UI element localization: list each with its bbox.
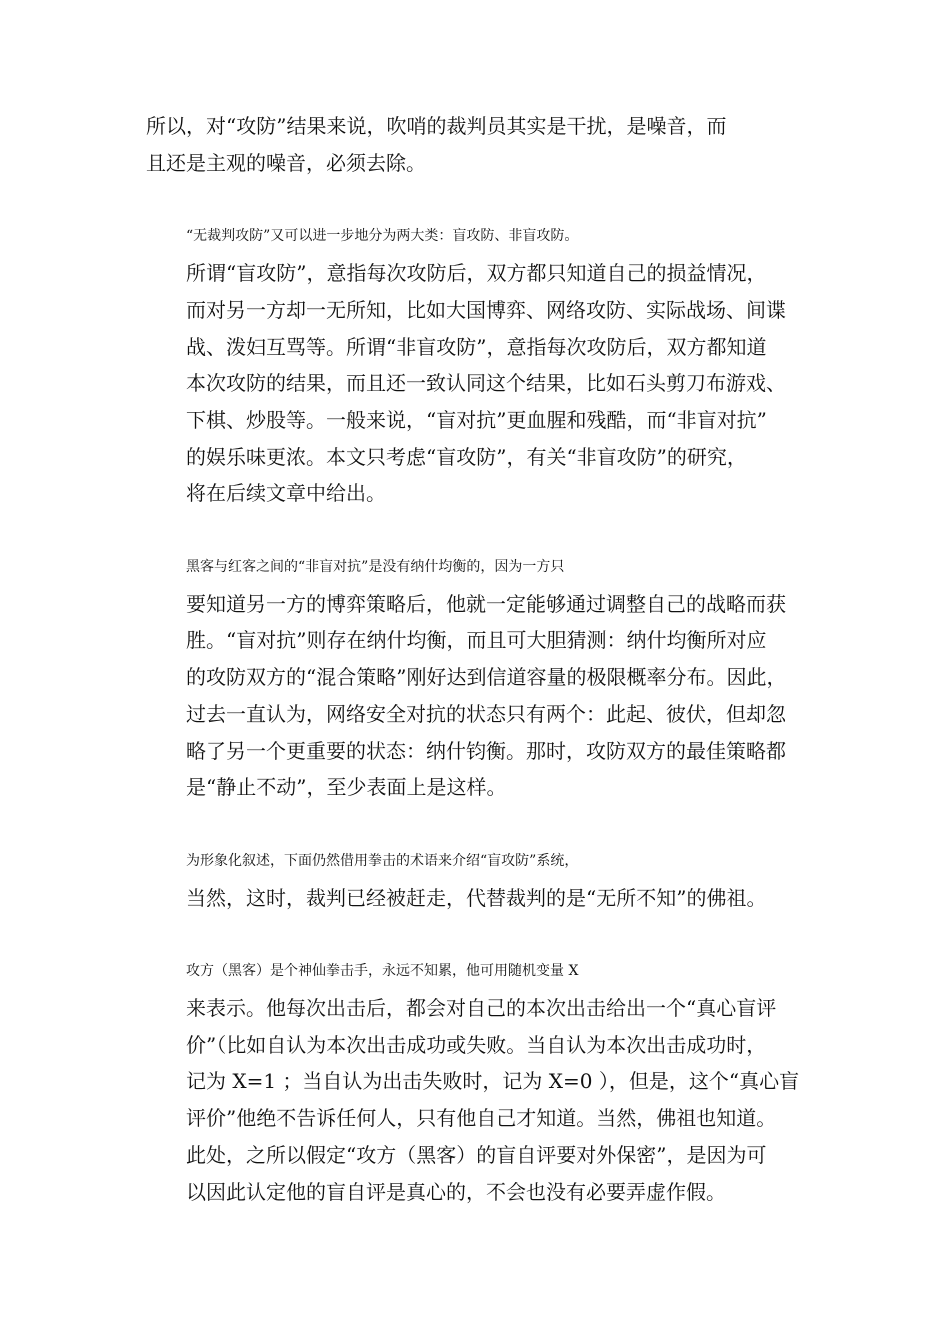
text-line: 且还是主观的噪音，必须去除。 [146, 150, 426, 175]
text-line: 黑客与红客之间的“非盲对抗”是没有纳什均衡的，因为一方只 [186, 559, 565, 576]
text-line: 所以，对“攻防”结果来说，吹哨的裁判员其实是干扰，是噪音，而 [146, 114, 727, 138]
document-body [146, 108, 826, 1247]
paragraph-3 [146, 549, 826, 806]
paragraph-5 [146, 953, 826, 1210]
text-line: 略了另一个更重要的状态：纳什钧衡。那时，攻防双方的最佳策略都 [186, 738, 786, 763]
text-line: 将在后续文章中给出。 [186, 481, 386, 506]
text-line: 本次攻防的结果，而且还一致认同这个结果，比如石头剪刀布游戏、 [186, 371, 786, 396]
text-line: 胜。“盲对抗”则存在纳什均衡，而且可大胆猜测：纳什均衡所对应 [186, 628, 767, 653]
text-line: 战、泼妇互骂等。所谓“非盲攻防”，意指每次攻防后，双方都知道 [186, 334, 767, 359]
text-line: 此处，之所以假定“攻方（黑客）的盲自评要对外保密”，是因为可 [186, 1142, 767, 1167]
text-line: 为形象化叙述，下面仍然借用拳击的术语来介绍“盲攻防”系统， [186, 852, 579, 869]
text-line: 要知道另一方的博弈策略后，他就一定能够通过调整自己的战略而获 [186, 591, 786, 616]
text-line: 记为 X=1 ；当自认为出击失败时，记为 X=0 ），但是，这个“真心盲 [186, 1069, 800, 1094]
text-line: 攻方（黑客）是个神仙拳击手，永远不知累，他可用随机变量 X [186, 963, 579, 980]
text-line: 而对另一方却一无所知，比如大国博弈、网络攻防、实际战场、间谍 [186, 297, 786, 322]
text-line: 下棋、炒股等。一般来说，“盲对抗”更血腥和残酷，而“非盲对抗” [186, 407, 767, 432]
paragraph-2 [146, 218, 826, 512]
text-line: 的娱乐味更浓。本文只考虑“盲攻防”，有关“非盲攻防”的研究， [186, 444, 747, 469]
text-line: 评价”他绝不告诉任何人，只有他自己才知道。当然，佛祖也知道。 [186, 1106, 777, 1131]
text-line: 以因此认定他的盲自评是真心的，不会也没有必要弄虚作假。 [186, 1179, 726, 1204]
text-line: “无裁判攻防”又可以进一步地分为两大类：盲攻防、非盲攻防。 [186, 228, 579, 245]
text-line: 当然，这时，裁判已经被赶走，代替裁判的是“无所不知”的佛祖。 [186, 885, 767, 910]
text-line: 来表示。他每次出击后，都会对自己的本次出击给出一个“真心盲评 [186, 996, 777, 1021]
text-line: 价”（比如自认为本次出击成功或失败。当自认为本次出击成功时， [186, 1032, 767, 1057]
text-line: 所谓“盲攻防”，意指每次攻防后，双方都只知道自己的损益情况， [186, 261, 767, 286]
text-line: 的攻防双方的“混合策略”刚好达到信道容量的极限概率分布。因此， [186, 665, 787, 690]
paragraph-4 [146, 843, 826, 916]
text-line: 是“静止不动”，至少表面上是这样。 [186, 775, 507, 800]
paragraph-1 [146, 108, 826, 181]
text-line: 过去一直认为，网络安全对抗的状态只有两个：此起、彼伏，但却忽 [186, 701, 786, 726]
